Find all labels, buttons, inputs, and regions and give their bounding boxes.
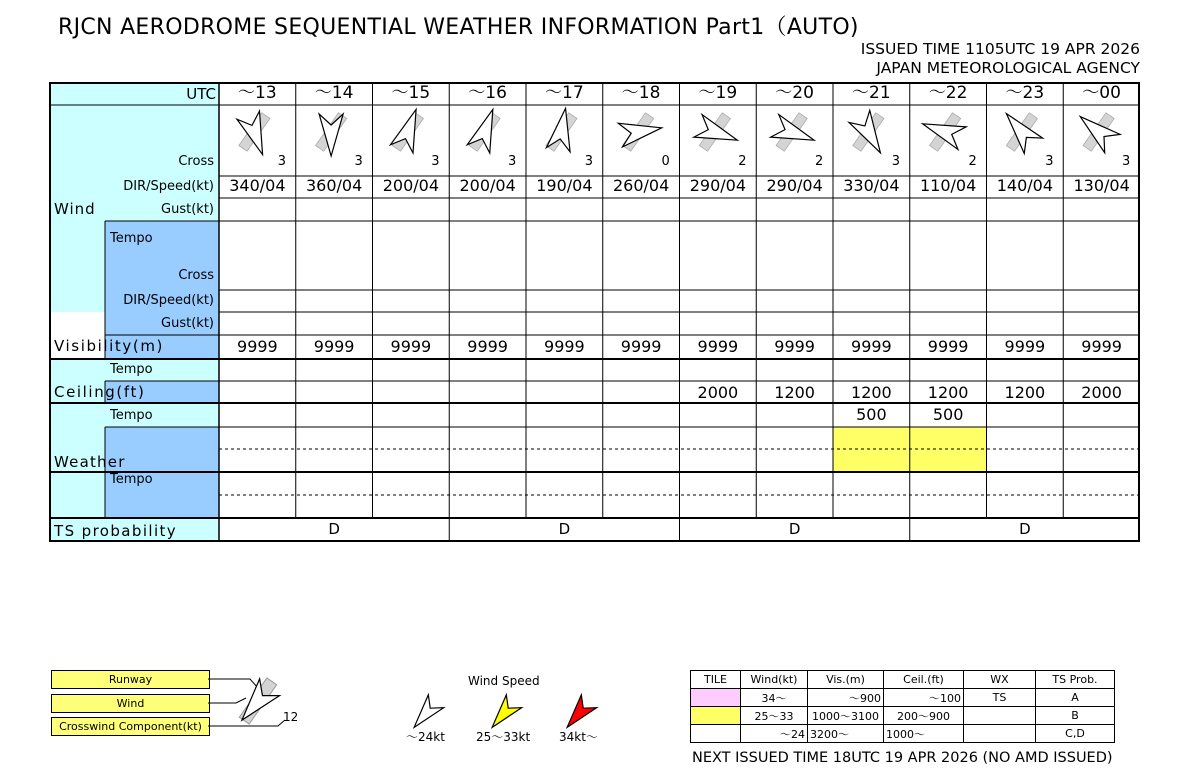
key-header-cell: TILE (691, 671, 741, 689)
visibility-value: 9999 (544, 337, 585, 356)
ts-probability-value: D (328, 520, 340, 538)
utc-hour: ～23 (1005, 83, 1045, 103)
issued-time: ISSUED TIME 1105UTC 19 APR 2026 (860, 40, 1140, 58)
key-cell: TS (964, 689, 1036, 707)
ceiling-tempo-value: 500 (932, 405, 964, 424)
visibility-value: 9999 (1004, 337, 1046, 356)
key-cell: B (1036, 707, 1115, 725)
dir-speed-value: 360/04 (305, 176, 363, 195)
speed-arrow-red-icon (559, 695, 596, 734)
tempo-dir-speed-label: DIR/Speed(kt) (123, 293, 214, 308)
dir-speed-value: 140/04 (996, 176, 1054, 195)
key-cell: 1000～3100 (808, 707, 884, 725)
key-tile-white (691, 725, 741, 743)
tempo-gust-label: Gust(kt) (161, 316, 214, 331)
wind-tempo-label: Tempo (110, 231, 153, 246)
ts-probability-label: TS probability (54, 522, 178, 540)
key-tile-yellow (691, 707, 741, 725)
ceiling-value: 1200 (774, 383, 815, 402)
dir-speed-value: 290/04 (766, 176, 823, 195)
dir-speed-value: 200/04 (382, 176, 440, 195)
utc-hour: ～00 (1082, 83, 1121, 103)
key-cell: ～24 (741, 725, 808, 743)
ceiling-value: 2000 (697, 383, 739, 402)
crosswind-value: 2 (968, 154, 977, 169)
visibility-tempo-label: Tempo (110, 362, 153, 377)
speed-label-low: ～24kt (406, 730, 445, 744)
ts-probability-value: D (788, 520, 801, 538)
key-cell (964, 725, 1036, 743)
weather-tempo-label: Tempo (110, 472, 153, 487)
crosswind-value: 2 (738, 154, 747, 169)
crosswind-value: 3 (431, 154, 440, 169)
dir-speed-value: 260/04 (612, 176, 670, 195)
legend-crosswind: Crosswind Component(kt) (51, 717, 210, 736)
utc-hour: ～13 (238, 83, 277, 103)
tile-key-table (690, 670, 1115, 743)
tempo-cross-label: Cross (178, 268, 214, 283)
ceiling-value: 1200 (851, 383, 892, 402)
visibility-value: 9999 (927, 337, 969, 356)
agency-name: JAPAN METEOROLOGICAL AGENCY (876, 59, 1140, 77)
dir-speed-value: 290/04 (689, 176, 747, 195)
utc-hour: ～16 (468, 83, 507, 103)
crosswind-value: 3 (277, 154, 287, 169)
utc-hour: ～19 (698, 83, 738, 103)
visibility-value: 9999 (390, 337, 432, 356)
key-cell: C,D (1036, 725, 1115, 743)
dir-speed-value: 130/04 (1073, 176, 1130, 195)
crosswind-value: 3 (354, 154, 363, 169)
key-header-cell: Ceil.(ft) (884, 671, 964, 689)
visibility-value: 9999 (1081, 337, 1122, 356)
key-header-cell: WX (964, 671, 1036, 689)
crosswind-value: 3 (1122, 154, 1131, 169)
wind-label: Wind (54, 200, 96, 218)
utc-hour: ～14 (314, 83, 354, 103)
utc-hour: ～18 (621, 83, 661, 103)
ceiling-label: Ceiling(ft) (54, 383, 146, 401)
key-cell: 200～900 (884, 707, 964, 725)
visibility-value: 9999 (620, 337, 662, 356)
key-tile-pink (691, 689, 741, 707)
legend-sample-cross: 12 (283, 710, 299, 724)
speed-label-mid: 25～33kt (476, 730, 531, 744)
ts-probability-value: D (1019, 520, 1031, 538)
visibility-value: 9999 (467, 337, 508, 356)
crosswind-value: 3 (584, 154, 594, 169)
key-header-cell: TS Prob. (1036, 671, 1115, 689)
visibility-value: 9999 (697, 337, 739, 356)
weather-label: Weather (54, 453, 126, 471)
key-cell: ～100 (884, 689, 964, 707)
key-cell: 1000～ (884, 725, 964, 743)
key-header-row (691, 671, 1115, 689)
speed-label-high: 34kt～ (559, 730, 598, 744)
visibility-label: Visibility(m) (54, 337, 164, 355)
dir-speed-value: 190/04 (536, 176, 593, 195)
ceiling-tempo-label: Tempo (110, 408, 153, 423)
key-row (691, 707, 1115, 725)
visibility-value: 9999 (313, 337, 355, 356)
ceiling-value: 1200 (1004, 383, 1046, 402)
crosswind-value: 0 (661, 154, 670, 169)
key-cell: 34～ (741, 689, 808, 707)
key-cell: A (1036, 689, 1115, 707)
visibility-value: 9999 (851, 337, 892, 356)
key-cell (964, 707, 1036, 725)
utc-hour: ～22 (928, 83, 968, 103)
key-cell: 3200～ (808, 725, 884, 743)
cross-label: Cross (178, 154, 214, 169)
key-row (691, 689, 1115, 707)
utc-hour: ～20 (775, 83, 814, 103)
wind-speed-title: Wind Speed (468, 674, 540, 688)
ceiling-value: 1200 (927, 383, 969, 402)
dir-speed-value: 330/04 (843, 176, 900, 195)
ts-probability-value: D (558, 520, 571, 538)
ceiling-tempo-value: 500 (856, 405, 887, 424)
speed-arrow-yellow-icon (484, 695, 521, 734)
crosswind-value: 3 (891, 154, 901, 169)
key-cell: 25～33 (741, 707, 808, 725)
key-cell: ～900 (808, 689, 884, 707)
crosswind-value: 2 (815, 154, 824, 169)
dir-speed-value: 340/04 (229, 176, 286, 195)
next-issued-time: NEXT ISSUED TIME 18UTC 19 APR 2026 (NO AMD ISSUED) (692, 750, 1113, 766)
utc-hour: ～15 (391, 83, 431, 103)
dir-speed-label: DIR/Speed(kt) (123, 179, 214, 194)
ceiling-value: 2000 (1081, 383, 1122, 402)
crosswind-value: 3 (508, 154, 517, 169)
visibility-value: 9999 (774, 337, 815, 356)
key-row (691, 725, 1115, 743)
key-header-cell: Wind(kt) (741, 671, 808, 689)
legend-runway: Runway (51, 670, 210, 689)
visibility-value: 9999 (237, 337, 278, 356)
page-title: RJCN AERODROME SEQUENTIAL WEATHER INFORMATION Part1（AUTO) (58, 15, 859, 40)
crosswind-value: 3 (1045, 154, 1054, 169)
legend-wind: Wind (51, 694, 210, 713)
key-header-cell: Vis.(m) (808, 671, 884, 689)
gust-label: Gust(kt) (161, 202, 214, 217)
utc-label: UTC (186, 85, 216, 103)
speed-arrow-white-icon (406, 695, 443, 734)
dir-speed-value: 110/04 (919, 176, 977, 195)
utc-hour: ～21 (852, 83, 891, 103)
dir-speed-value: 200/04 (459, 176, 516, 195)
utc-hour: ～17 (545, 83, 584, 103)
